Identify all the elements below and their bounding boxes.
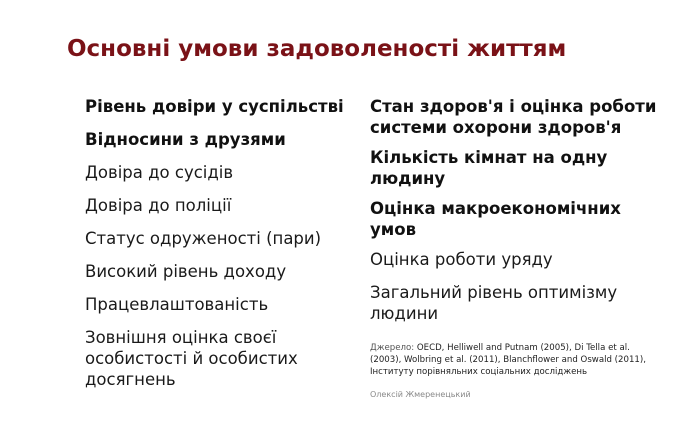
condition-line: умов <box>370 220 417 239</box>
source-line: OECD, Helliwell and Putnam (2005), Di Tella et al. <box>416 343 630 353</box>
condition-item <box>370 249 670 270</box>
condition-line: Оцінка макроекономічних <box>370 199 621 218</box>
condition-item <box>85 195 340 216</box>
condition-item <box>370 198 670 240</box>
condition-line: Працевлаштованість <box>85 295 269 314</box>
right-conditions-list <box>370 96 670 336</box>
condition-line: Довіра до поліції <box>85 196 232 215</box>
condition-item <box>370 147 670 189</box>
condition-line: Високий рівень доходу <box>85 262 287 281</box>
left-conditions-list <box>85 96 344 402</box>
condition-line: людину <box>370 169 446 188</box>
condition-line: Відносини з друзями <box>85 130 286 149</box>
condition-line: досягнень <box>85 370 176 389</box>
condition-line: Оцінка роботи уряду <box>370 250 553 269</box>
condition-line: Стан здоров'я і оцінка роботи <box>370 97 657 116</box>
condition-item <box>85 327 340 390</box>
condition-line: Загальний рівень оптимізму <box>370 283 618 302</box>
condition-line: людини <box>370 304 439 323</box>
condition-item <box>85 162 340 183</box>
condition-line: особистості й особистих <box>85 349 298 368</box>
condition-line: системи охорони здоров'я <box>370 118 622 137</box>
condition-item <box>85 261 340 282</box>
source-label: Джерело: <box>370 343 417 353</box>
slide-title: Основні умови задоволеності життям <box>67 36 567 62</box>
condition-item <box>370 96 670 138</box>
condition-item <box>85 129 340 150</box>
author-name: Олексій Жмеренецький <box>370 390 471 399</box>
source-citation <box>370 342 670 378</box>
condition-item <box>85 96 344 117</box>
source-line: Інституту порівняльних соціальних досліджень <box>370 367 588 377</box>
condition-item <box>370 282 670 324</box>
source-line: (2003), Wolbring et al. (2011), Blanchflower and Oswald (2011), <box>370 355 646 365</box>
condition-item <box>85 294 340 315</box>
condition-line: Кількість кімнат на одну <box>370 148 608 167</box>
condition-line: Довіра до сусідів <box>85 163 234 182</box>
condition-line: Рівень довіри у суспільстві <box>85 97 344 116</box>
condition-line: Статус одруженості (пари) <box>85 229 322 248</box>
condition-item <box>85 228 340 249</box>
condition-line: Зовнішня оцінка своєї <box>85 328 277 347</box>
